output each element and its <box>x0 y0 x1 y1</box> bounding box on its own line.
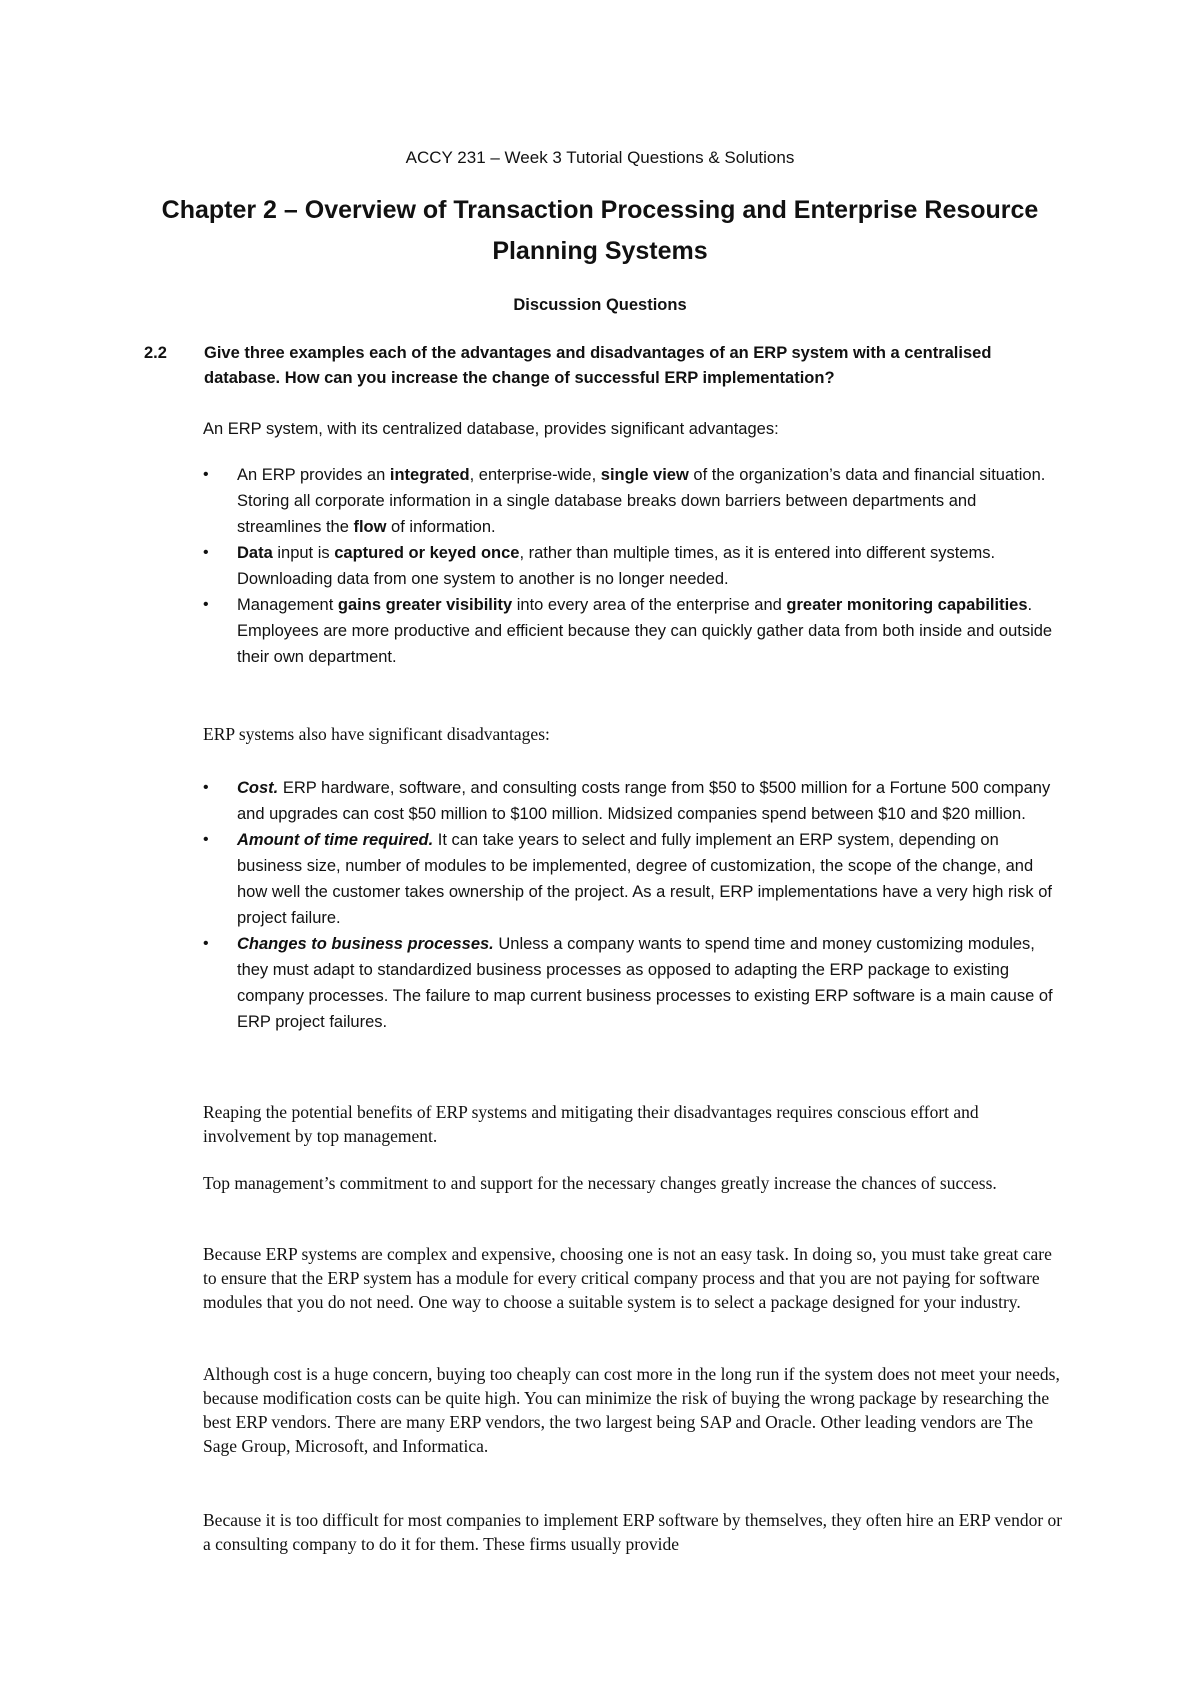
paragraph: Top management’s commitment to and support for the necessary changes greatly increase the chances of success. <box>203 1173 997 1193</box>
item-bold: single view <box>600 466 689 484</box>
paragraph: Although cost is a huge concern, buying too cheaply can cost more in the long run if the system does not meet your needs, because modification costs can be quite high. You can minimize the risk of buying the wrong package by researching the best ERP vendors. There are many ERP vendors, the two largest being SAP and Oracle. Other leading vendors are The Sage Group, Microsoft, and Informatica. <box>203 1364 1060 1456</box>
list-item <box>203 775 1063 827</box>
question-block <box>144 341 1064 391</box>
advantages-intro: An ERP system, with its centralized database, provides significant advantages: <box>203 420 779 438</box>
bullet-icon: • <box>203 831 209 848</box>
item-text: , enterprise-wide, <box>469 466 601 484</box>
item-text: of the organization’s data and financial situation. Storing all corporate information in a single database breaks down barriers between departments and streamlines the <box>237 466 1046 536</box>
bullet-icon: • <box>203 544 209 561</box>
item-text: ERP hardware, software, and consulting costs range from $50 to $500 million for a Fortune 500 company and upgrades can cost $50 million to $100 million. Midsized companies spend between $10 and $20 million. <box>237 779 1051 823</box>
list-item <box>203 462 1063 540</box>
item-bold: captured or keyed once <box>334 544 520 562</box>
item-text: Management <box>237 596 338 614</box>
question-number: 2.2 <box>144 344 167 362</box>
item-bold: Data <box>237 544 273 562</box>
disadvantages-intro: ERP systems also have significant disadvantages: <box>203 724 550 744</box>
advantages-list <box>203 462 1063 670</box>
paragraph: Because ERP systems are complex and expensive, choosing one is not an easy task. In doing so, you must take great care to ensure that the ERP system has a module for every critical company process and that you are not paying for software modules that you do not need. One way to choose a suitable system is to select a package designed for your industry. <box>203 1244 1052 1312</box>
paragraph: Because it is too difficult for most companies to implement ERP software by themselves, they often hire an ERP vendor or a consulting company to do it for them. These firms usually provide <box>203 1510 1063 1554</box>
item-text: . Employees are more productive and efficient because they can quickly gather data from both inside and outside their own department. <box>237 596 1053 666</box>
course-title: ACCY 231 – Week 3 Tutorial Questions & Solutions <box>405 148 795 167</box>
paragraph: Reaping the potential benefits of ERP systems and mitigating their disadvantages requires conscious effort and involvement by top management. <box>203 1102 979 1146</box>
item-bold: gains greater visibility <box>337 596 513 614</box>
section-heading: Discussion Questions <box>513 296 687 314</box>
item-text: An ERP provides an <box>237 466 390 484</box>
item-text: , rather than multiple times, as it is entered into different systems. Downloading data from one system to another is no longer needed. <box>237 544 996 588</box>
item-text: input is <box>272 544 335 562</box>
item-text: of information. <box>386 518 496 536</box>
bullet-icon: • <box>203 779 209 796</box>
list-item <box>203 592 1063 670</box>
bullet-icon: • <box>203 466 209 483</box>
bullet-icon: • <box>203 935 209 952</box>
list-item <box>203 827 1063 931</box>
chapter-title: Chapter 2 – Overview of Transaction Processing and Enterprise Resource Planning Systems <box>161 196 1039 265</box>
item-text: It can take years to select and fully implement an ERP system, depending on business size, number of modules to be implemented, degree of customization, the scope of the change, and how well the customer takes ownership of the project. As a result, ERP implementations have a very high risk of project failure. <box>237 831 1053 927</box>
item-bold: greater monitoring capabilities <box>786 596 1028 614</box>
item-label: Amount of time required. <box>237 831 434 849</box>
item-bold: flow <box>353 518 387 536</box>
bullet-icon: • <box>203 596 209 613</box>
list-item <box>203 540 1063 592</box>
list-item <box>203 931 1063 1035</box>
item-text: Unless a company wants to spend time and money customizing modules, they must adapt to standardized business processes as opposed to adapting the ERP package to existing company processes. The failure to map current business processes to existing ERP software is a main cause of ERP project failures. <box>237 935 1053 1031</box>
item-label: Cost. <box>237 779 279 797</box>
item-bold: integrated <box>389 466 470 484</box>
item-label: Changes to business processes. <box>237 935 494 953</box>
item-text: into every area of the enterprise and <box>512 596 787 614</box>
disadvantages-list <box>203 775 1063 1035</box>
question-text: Give three examples each of the advantages and disadvantages of an ERP system with a centralised database. How can you increase the change of successful ERP implementation? <box>204 344 992 387</box>
